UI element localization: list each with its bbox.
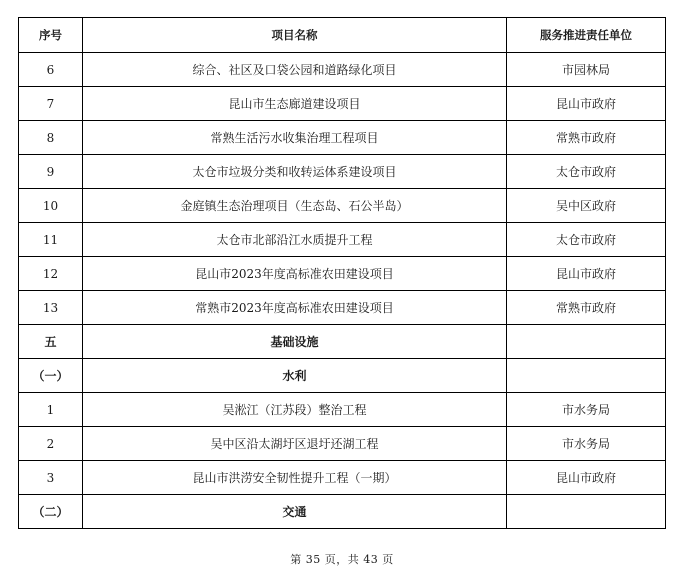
section-row xyxy=(19,495,666,529)
project-table xyxy=(18,17,666,529)
cell-seq: 9 xyxy=(19,155,83,189)
header-seq: 序号 xyxy=(19,18,83,53)
header-responsible-unit: 服务推进责任单位 xyxy=(507,18,666,53)
cell-responsible-unit: 昆山市政府 xyxy=(507,87,666,121)
table-row xyxy=(19,291,666,325)
cell-project-name: 昆山市生态廊道建设项目 xyxy=(83,87,507,121)
cell-seq: 2 xyxy=(19,427,83,461)
cell-project-name: 太仓市北部沿江水质提升工程 xyxy=(83,223,507,257)
cell-seq: （一） xyxy=(19,359,83,393)
table-row xyxy=(19,121,666,155)
cell-seq: 1 xyxy=(19,393,83,427)
table-row xyxy=(19,393,666,427)
cell-project-name: 吴中区沿太湖圩区退圩还湖工程 xyxy=(83,427,507,461)
cell-seq: 13 xyxy=(19,291,83,325)
cell-seq: 11 xyxy=(19,223,83,257)
cell-project-name: 吴淞江（江苏段）整治工程 xyxy=(83,393,507,427)
cell-responsible-unit: 市水务局 xyxy=(507,393,666,427)
cell-seq: （二） xyxy=(19,495,83,529)
cell-project-name: 水利 xyxy=(83,359,507,393)
cell-seq: 8 xyxy=(19,121,83,155)
cell-responsible-unit: 太仓市政府 xyxy=(507,223,666,257)
cell-responsible-unit xyxy=(507,325,666,359)
section-row xyxy=(19,359,666,393)
cell-project-name: 常熟市2023年度高标准农田建设项目 xyxy=(83,291,507,325)
cell-project-name: 基础设施 xyxy=(83,325,507,359)
table-row xyxy=(19,223,666,257)
cell-responsible-unit: 常熟市政府 xyxy=(507,121,666,155)
cell-project-name: 常熟生活污水收集治理工程项目 xyxy=(83,121,507,155)
cell-responsible-unit: 市水务局 xyxy=(507,427,666,461)
cell-seq: 3 xyxy=(19,461,83,495)
table-row xyxy=(19,155,666,189)
cell-seq: 10 xyxy=(19,189,83,223)
cell-project-name: 太仓市垃圾分类和收转运体系建设项目 xyxy=(83,155,507,189)
page-footer: 第 35 页，共 43 页 xyxy=(290,553,394,566)
cell-project-name: 昆山市洪涝安全韧性提升工程（一期） xyxy=(83,461,507,495)
table-header-row xyxy=(19,18,666,53)
table-body xyxy=(19,53,666,529)
table-row xyxy=(19,461,666,495)
cell-responsible-unit xyxy=(507,359,666,393)
cell-project-name: 金庭镇生态治理项目（生态岛、石公半岛） xyxy=(83,189,507,223)
cell-responsible-unit: 太仓市政府 xyxy=(507,155,666,189)
header-project-name: 项目名称 xyxy=(83,18,507,53)
cell-seq: 12 xyxy=(19,257,83,291)
cell-responsible-unit: 市园林局 xyxy=(507,53,666,87)
cell-seq: 五 xyxy=(19,325,83,359)
cell-responsible-unit: 昆山市政府 xyxy=(507,257,666,291)
cell-project-name: 昆山市2023年度高标准农田建设项目 xyxy=(83,257,507,291)
cell-responsible-unit: 吴中区政府 xyxy=(507,189,666,223)
cell-project-name: 交通 xyxy=(83,495,507,529)
table-row xyxy=(19,427,666,461)
cell-seq: 7 xyxy=(19,87,83,121)
cell-project-name: 综合、社区及口袋公园和道路绿化项目 xyxy=(83,53,507,87)
table-row xyxy=(19,189,666,223)
table-row xyxy=(19,257,666,291)
table-row xyxy=(19,87,666,121)
cell-seq: 6 xyxy=(19,53,83,87)
cell-responsible-unit xyxy=(507,495,666,529)
section-row xyxy=(19,325,666,359)
cell-responsible-unit: 常熟市政府 xyxy=(507,291,666,325)
cell-responsible-unit: 昆山市政府 xyxy=(507,461,666,495)
table-row xyxy=(19,53,666,87)
